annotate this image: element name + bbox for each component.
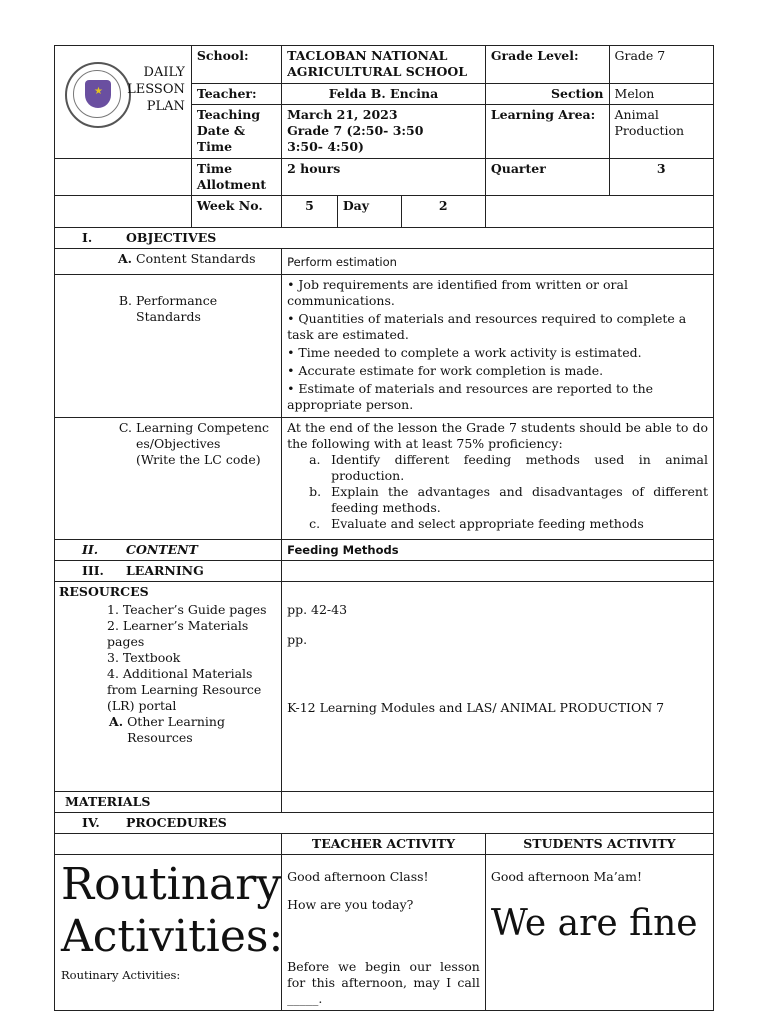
grade-level-label: Grade Level: — [485, 46, 609, 84]
competence-item: c. Evaluate and select appropriate feeding methods — [309, 516, 644, 531]
competence-item: a. Identify different feeding methods used in animal production. — [309, 452, 708, 483]
school-value: TACLOBAN NATIONAL AGRICULTURAL SCHOOL — [282, 46, 486, 84]
section-value: Melon — [609, 84, 713, 105]
header-logo-cell — [55, 46, 192, 159]
learning-area-label: Learning Area: — [485, 105, 609, 159]
students-activity-cell: Good afternoon Ma’am! We are fine — [485, 855, 713, 1011]
day-label: Day — [337, 196, 401, 228]
procedures-heading: IV. PROCEDURES — [55, 813, 714, 834]
quarter-label: Quarter — [485, 159, 609, 196]
learning-competences-label: C. Learning Competences/Objectives (Write the LC code) — [55, 418, 282, 540]
performance-standard-item: • Time needed to complete a work activity is estimated. — [287, 345, 642, 360]
content-value: Feeding Methods — [282, 540, 714, 561]
routinary-activities-subtitle: Routinary Activities: — [61, 968, 181, 982]
learning-heading: III. LEARNING — [55, 561, 282, 582]
lesson-plan-table — [54, 45, 714, 1011]
resource-item: 2. Learner’s Materials pages — [107, 618, 249, 649]
teaching-date-label: Teaching Date & Time — [191, 105, 281, 159]
teaching-date-value: March 21, 2023 Grade 7 (2:50- 3:50 3:50- 4:50) — [282, 105, 486, 159]
learning-competences-list: At the end of the lesson the Grade 7 students should be able to do the following with at least 75% proficiency: a. Identify different feeding methods used in animal production. b. Explain the advantages and disadvantages of different feeding methods. c. Evaluate and select appropriate feeding methods — [282, 418, 714, 540]
week-label: Week No. — [191, 196, 281, 228]
content-heading: II. CONTENT — [55, 540, 282, 561]
content-standards-value: Perform estimation — [282, 249, 714, 275]
routinary-activities-title: Routinary Activities: — [61, 859, 284, 962]
teacher-label: Teacher: — [191, 84, 281, 105]
performance-standard-item: • Job requirements are identified from written or oral communications. — [287, 277, 628, 308]
resource-item: 4. Additional Materials from Learning Resource (LR) portal — [107, 666, 262, 713]
student-response-big: We are fine — [490, 903, 698, 944]
quarter-value: 3 — [609, 159, 713, 196]
daily-lesson-plan-title: DAILY LESSON PLAN — [127, 65, 185, 114]
school-label: School: — [191, 46, 281, 84]
deped-seal-icon: ★ — [65, 62, 131, 128]
resource-item: 3. Textbook — [107, 650, 181, 665]
performance-standards-list — [282, 275, 714, 418]
resource-item: A. Other Learning Resources — [109, 714, 225, 745]
section-label: Section — [485, 84, 609, 105]
teacher-value: Felda B. Encina — [282, 84, 486, 105]
students-activity-header: STUDENTS ACTIVITY — [485, 834, 713, 855]
time-allotment-value: 2 hours — [282, 159, 486, 196]
performance-standard-item: • Quantities of materials and resources required to complete a task are estimated. — [287, 311, 687, 342]
resources-list — [55, 582, 282, 792]
routinary-activities-cell — [55, 855, 282, 1011]
performance-standard-item: • Estimate of materials and resources are reported to the appropriate person. — [287, 381, 654, 412]
lesson-plan-document — [54, 45, 714, 1011]
learning-area-value: Animal Production — [609, 105, 713, 159]
objectives-heading: I. OBJECTIVES — [55, 228, 714, 249]
performance-standards-label: B. Performance Standards — [55, 275, 282, 418]
materials-heading: MATERIALS — [55, 792, 282, 813]
resource-item: 1. Teacher’s Guide pages — [107, 602, 267, 617]
content-standards-label: A. Content Standards — [55, 249, 282, 275]
teacher-activity-cell: Good afternoon Class! How are you today? Before we begin our lesson for this afternoon, may I call _____. — [282, 855, 486, 1011]
resources-values: pp. 42-43 pp. K-12 Learning Modules and LAS/ ANIMAL PRODUCTION 7 — [282, 582, 714, 792]
week-value: 5 — [282, 196, 338, 228]
resources-heading: RESOURCES — [59, 584, 149, 599]
day-value: 2 — [401, 196, 485, 228]
performance-standard-item: • Accurate estimate for work completion is made. — [287, 363, 604, 378]
teacher-activity-header: TEACHER ACTIVITY — [282, 834, 486, 855]
competence-item: b. Explain the advantages and disadvantages of different feeding methods. — [309, 484, 708, 515]
time-allotment-label: Time Allotment — [191, 159, 281, 196]
grade-level-value: Grade 7 — [609, 46, 713, 84]
